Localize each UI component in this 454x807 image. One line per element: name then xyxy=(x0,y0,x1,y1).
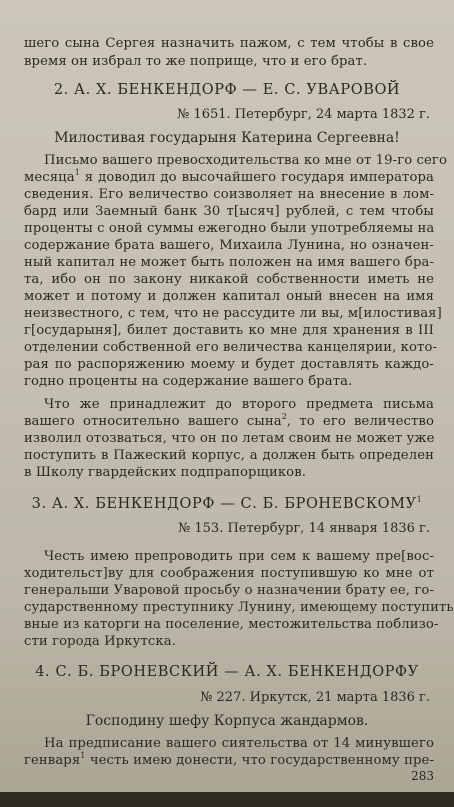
text-line: вашего относительно вашего сына$^2$, то его величество xyxy=(24,412,434,429)
text-line: в Школу гвардейских подпрапорщиков. xyxy=(24,465,307,480)
document-meta: № 153. Петербург, 14 января 1836 г. xyxy=(177,521,430,536)
text-line: проценты с оной суммы ежегодно были употребляемы на xyxy=(24,221,435,236)
text-line: генеральши Уваровой просьбу о назначении брату ее, го- xyxy=(24,583,434,598)
text-line: время он избрал то же поприще, что и его брат. xyxy=(24,54,368,69)
text-line: изволил отозваться, что он по летам своим не может уже xyxy=(24,431,435,446)
text-line: сти города Иркутска. xyxy=(24,634,176,649)
text-line: ходительст]ву для соображения поступившую ко мне от xyxy=(24,566,434,581)
salutation: Господину шефу Корпуса жандармов. xyxy=(85,713,369,729)
document-meta: № 1651. Петербург, 24 марта 1832 г. xyxy=(177,107,430,122)
text-line: содержание брата вашего, Михаила Лунина, но означен- xyxy=(24,238,434,253)
footnote-marker: 1 xyxy=(416,495,423,504)
text-line: отделении собственной его величества канцелярии, кото- xyxy=(24,340,438,355)
document-meta: № 227. Иркутск, 21 марта 1836 г. xyxy=(200,690,430,705)
text-line: генваря$^1$ честь имею донести, что государственному пре- xyxy=(24,751,434,768)
text-line: На предписание вашего сиятельства от 14 минувшего xyxy=(44,736,434,751)
text-line: Честь имею препроводить при сем к вашему пре[вос- xyxy=(44,549,434,564)
text-line: месяца$^1$ я доводил до высочайшего государя императора xyxy=(24,168,434,185)
salutation: Милостивая государыня Катерина Сергеевна! xyxy=(54,130,400,146)
text-line: неизвестного, с тем, что не рассудите ли вы, м[илостивая] xyxy=(24,306,442,321)
text-line: бард или Заемный банк 30 т[ысяч] рублей, с тем чтобы xyxy=(24,204,434,219)
text-line: Письмо вашего превосходительства ко мне от 19-го сего xyxy=(44,153,447,168)
text-line: может и потому и должен капитал оный внесен на имя xyxy=(24,289,434,304)
footnote-marker: 1 xyxy=(80,751,86,760)
page-number: 283 xyxy=(411,769,434,783)
text-line: шего сына Сергея назначить пажом, с тем чтобы в свое xyxy=(24,36,434,51)
text-line: годно проценты на содержание вашего брата. xyxy=(24,374,353,389)
text-line: сударственному преступнику Лунину, имеющему поступить xyxy=(24,600,454,615)
text-line: вные из каторги на поселение, местожительства поблизо- xyxy=(24,617,439,632)
text-line: та, ибо он по закону никакой собственности иметь не xyxy=(24,272,434,287)
text-line: рая по распоряжению моему и будет доставлять каждо- xyxy=(24,357,434,372)
text-line: сведения. Его величество соизволяет на внесение в лом- xyxy=(24,187,434,202)
section-heading: 3. А. Х. БЕНКЕНДОРФ — С. Б. БРОНЕВСКОМУ$^1$ xyxy=(31,495,423,512)
text-line: поступить в Пажеский корпус, а должен быть определен xyxy=(24,448,434,463)
text-line: Что же принадлежит до второго предмета письма xyxy=(44,397,434,412)
footnote-marker: 1 xyxy=(74,168,80,177)
footnote-marker: 2 xyxy=(281,412,287,421)
section-heading: 2. А. Х. БЕНКЕНДОРФ — Е. С. УВАРОВОЙ xyxy=(53,82,401,98)
text-line: ный капитал не может быть положен на имя вашего бра- xyxy=(24,255,434,270)
section-heading: 4. С. Б. БРОНЕВСКИЙ — А. Х. БЕНКЕНДОРФУ xyxy=(35,664,419,680)
text-line: г[осударыня], билет доставить ко мне для хранения в III xyxy=(24,323,434,338)
page-shadow xyxy=(0,792,454,807)
